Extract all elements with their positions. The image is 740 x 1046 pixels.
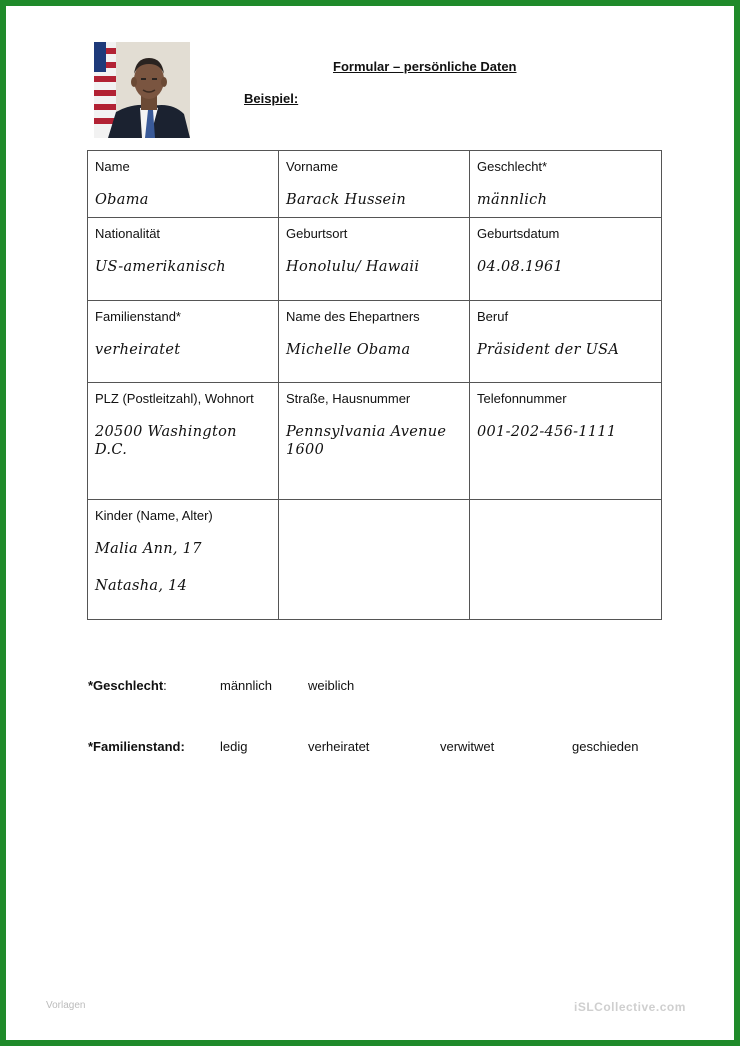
field-label: Telefonnummer: [477, 391, 567, 406]
field-label: Geburtsort: [286, 226, 348, 241]
field-phone[interactable]: [470, 383, 662, 500]
footer-left-text: Vorlagen: [46, 1000, 86, 1011]
child-entry: Malia Ann, 17: [95, 541, 202, 557]
legend-marital-label: [88, 739, 185, 754]
form-row: [88, 151, 662, 218]
legend-gender-label: [88, 678, 167, 693]
field-birthplace[interactable]: [279, 218, 470, 301]
empty-cell[interactable]: [279, 500, 470, 620]
example-label: Beispiel:: [244, 91, 299, 106]
field-occupation[interactable]: [470, 301, 662, 383]
portrait-image: [94, 42, 190, 138]
field-value: verheiratet: [95, 342, 181, 358]
field-label: Geburtsdatum: [477, 226, 560, 241]
legend-option: weiblich: [308, 678, 355, 693]
field-value: Präsident der USA: [477, 342, 620, 358]
field-label: Nationalität: [95, 226, 161, 241]
field-label: Familienstand*: [95, 309, 181, 324]
form-row: [88, 218, 662, 301]
field-label: Name des Ehepartners: [286, 309, 420, 324]
field-value: US-amerikanisch: [95, 259, 226, 275]
empty-cell[interactable]: [470, 500, 662, 620]
field-value: Pennsylvania Avenue 1600: [286, 424, 447, 458]
field-nationality[interactable]: [88, 218, 279, 301]
form-row: [88, 500, 662, 620]
field-children[interactable]: [88, 500, 279, 620]
field-value: 04.08.1961: [477, 259, 564, 275]
field-gender[interactable]: [470, 151, 662, 218]
field-street[interactable]: [279, 383, 470, 500]
field-value: 001-202-456-1111: [477, 424, 617, 440]
personal-data-form: [87, 150, 662, 620]
field-value: Obama: [95, 192, 149, 208]
legend-colon: :: [163, 678, 167, 693]
field-marital-status[interactable]: [88, 301, 279, 383]
form-row: [88, 301, 662, 383]
field-value: 20500 Washington D.C.: [95, 424, 237, 458]
field-value: Honolulu/ Hawaii: [286, 259, 420, 275]
field-postcode-city[interactable]: [88, 383, 279, 500]
field-spouse-name[interactable]: [279, 301, 470, 383]
field-value: Barack Hussein: [286, 192, 407, 208]
portrait-photo: [94, 42, 190, 138]
legend-label-text: *Geschlecht: [88, 678, 164, 693]
watermark-logo[interactable]: iSLCollective.com: [574, 1000, 686, 1014]
legend-label-text: *Familienstand:: [88, 739, 185, 754]
legend-option: geschieden: [572, 739, 639, 754]
field-label: PLZ (Postleitzahl), Wohnort: [95, 391, 254, 406]
field-label: Straße, Hausnummer: [286, 391, 411, 406]
legend-option: verheiratet: [308, 739, 370, 754]
field-label: Beruf: [477, 309, 509, 324]
field-label: Vorname: [286, 159, 339, 174]
field-value: männlich: [477, 192, 548, 208]
field-birthdate[interactable]: [470, 218, 662, 301]
field-label: Geschlecht*: [477, 159, 548, 174]
legend-option: verwitwet: [440, 739, 495, 754]
field-value: Michelle Obama: [286, 342, 411, 358]
field-name[interactable]: [88, 151, 279, 218]
legend-option: männlich: [220, 678, 273, 693]
field-first-name[interactable]: [279, 151, 470, 218]
field-label: Name: [95, 159, 130, 174]
field-label: Kinder (Name, Alter): [95, 508, 213, 523]
form-row: [88, 383, 662, 500]
legend-option: ledig: [220, 739, 248, 754]
child-entry: Natasha, 14: [95, 578, 188, 594]
document-title: Formular – persönliche Daten: [333, 59, 517, 74]
